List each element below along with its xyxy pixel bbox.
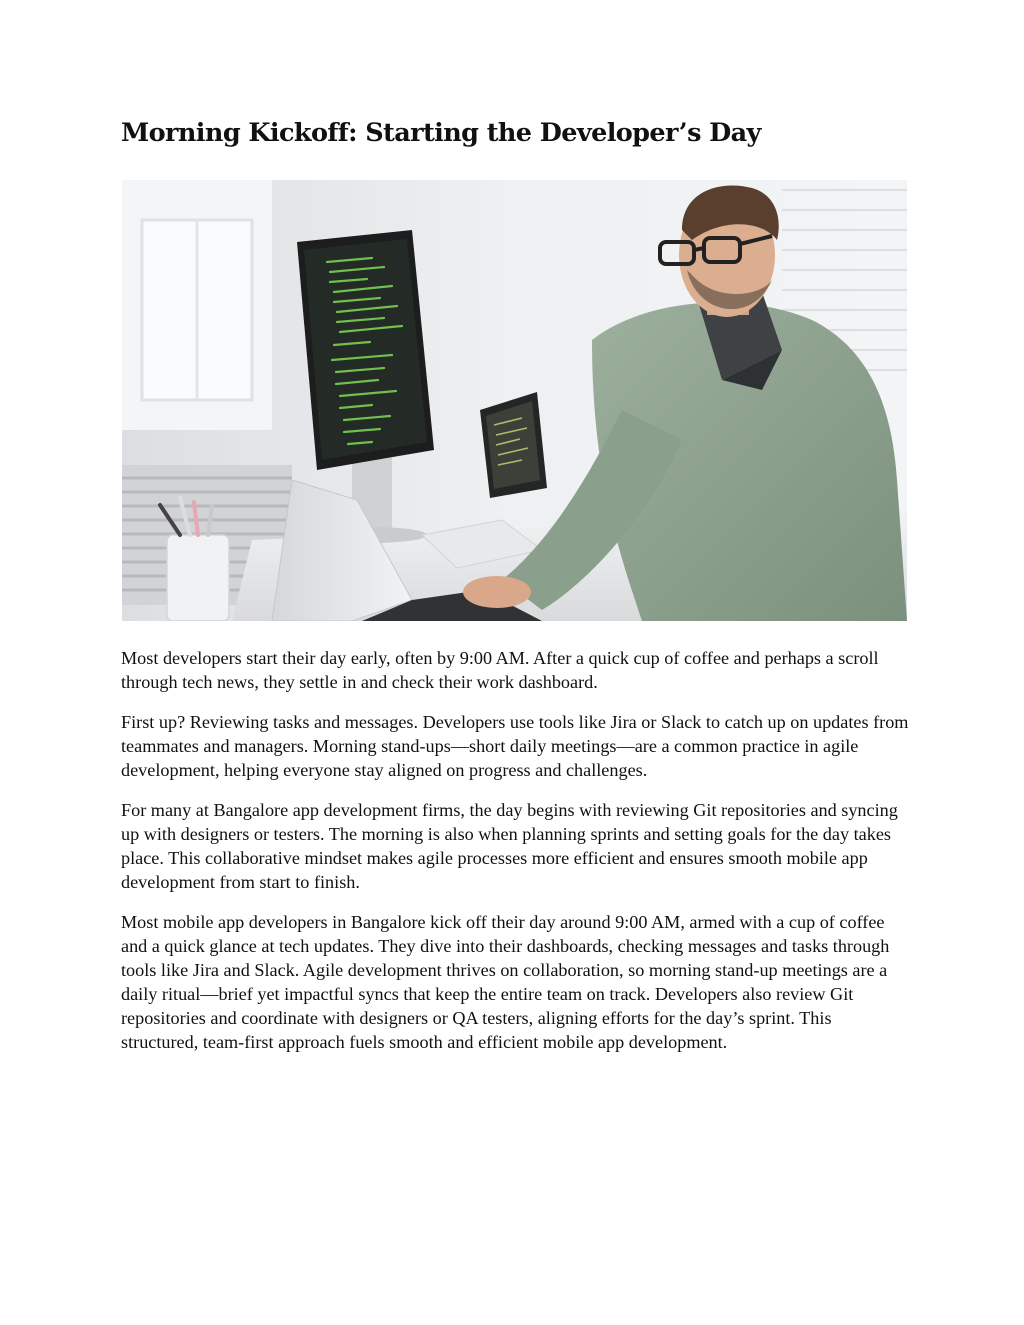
hero-image xyxy=(122,180,907,621)
paragraph: Most mobile app developers in Bangalore kick off their day around 9:00 AM, armed with a cup of coffee and a quick glance at tech updates. They dive into their dashboards, checking messages and tasks through tools like Jira and Slack. Agile development thrives on collaboration, so morning stand-up meetings are a daily ritual—brief yet impactful syncs that keep the entire team on track. Developers also review Git repositories and coordinate with designers or QA testers, aligning efforts for the day’s sprint. This structured, team-first approach fuels smooth and efficient mobile app development. xyxy=(121,912,890,1052)
paragraph: Most developers start their day early, often by 9:00 AM. After a quick cup of coffee and perhaps a scroll through tech news, they settle in and check their work dashboard. xyxy=(121,648,879,692)
paragraph: First up? Reviewing tasks and messages. Developers use tools like Jira or Slack to catch up on updates from teammates and managers. Morning stand-ups—short daily meetings—are a common practice in agile development, helping everyone stay aligned on progress and challenges. xyxy=(121,712,909,780)
paragraph: For many at Bangalore app development firms, the day begins with reviewing Git repositories and syncing up with designers or testers. The morning is also when planning sprints and setting goals for the day takes place. This collaborative mindset makes agile processes more efficient and ensures smooth mobile app development from start to finish. xyxy=(121,800,898,892)
page-title: Morning Kickoff: Starting the Developer’s Day xyxy=(121,118,761,148)
article-body xyxy=(121,646,911,1070)
